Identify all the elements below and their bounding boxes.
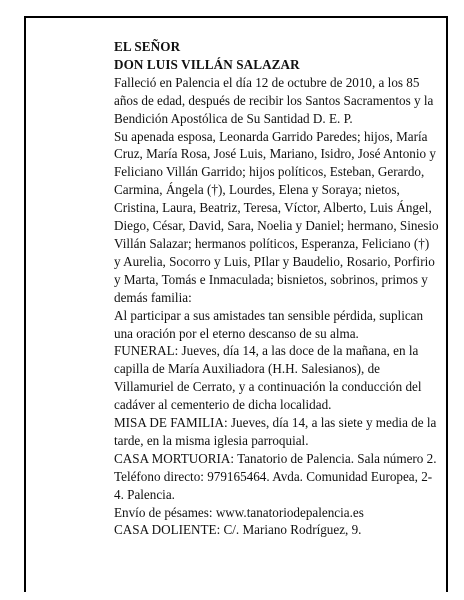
funeral-home-paragraph: CASA MORTUORIA: Tanatorio de Palencia. Sala número 2. Teléfono directo: 979165464. Avda. Comunidad Europea, 2-4. Palencia. [114,450,437,502]
family-list-paragraph: Su apenada esposa, Leonarda Garrido Paredes; hijos, María Cruz, María Rosa, José Luis, Mariano, Isidro, José Antonio y Feliciano Villán Garrido; hijos políticos, Esteban, Gerardo, Carmina, Ángela (†), Lourdes, Elena y Soraya; nietos, Cristina, Laura, Beatriz, Teresa, Víctor, Alberto, Luis Ángel, Diego, César, David, Sara, Noelia y Daniel; hermano, Sinesio Villán Salazar; hermanos políticos, Esperanza, Feliciano (†) y Aurelia, Socorro y Luis, PIlar y Baudelio, Rosario, Porfirio y Marta, Tomás e Inmaculada; bisnietos, sobrinos, primos y demás familia: [114,128,439,305]
family-mass-paragraph: MISA DE FAMILIA: Jueves, día 14, a las siete y media de la tarde, en la misma iglesia parroquial. [114,415,437,448]
notice-title-line-1: EL SEÑOR [114,39,181,54]
notice-title-line-2: DON LUIS VILLÁN SALAZAR [114,56,300,72]
death-announcement-paragraph: Falleció en Palencia el día 12 de octubre de 2010, a los 85 años de edad, después de recibir los Santos Sacramentos y la Bendición Apostólica de Su Santidad D. E. P. [114,74,434,126]
condolences-website-paragraph: Envío de pésames: www.tanatoriodepalencia.es [114,504,364,520]
funeral-details-paragraph: FUNERAL: Jueves, día 14, a las doce de la mañana, en la capilla de María Auxiliadora (H.H. Salesianos), de Villamuriel de Cerrato, y a continuación la conducción del cadáver al cementerio de dicha localidad. [114,343,422,413]
family-residence-paragraph: CASA DOLIENTE: C/. Mariano Rodríguez, 9. [114,522,362,538]
obituary-notice [114,38,439,539]
prayer-request-paragraph: Al participar a sus amistades tan sensible pérdida, suplican una oración por el eterno descanso de su alma. [114,307,424,341]
